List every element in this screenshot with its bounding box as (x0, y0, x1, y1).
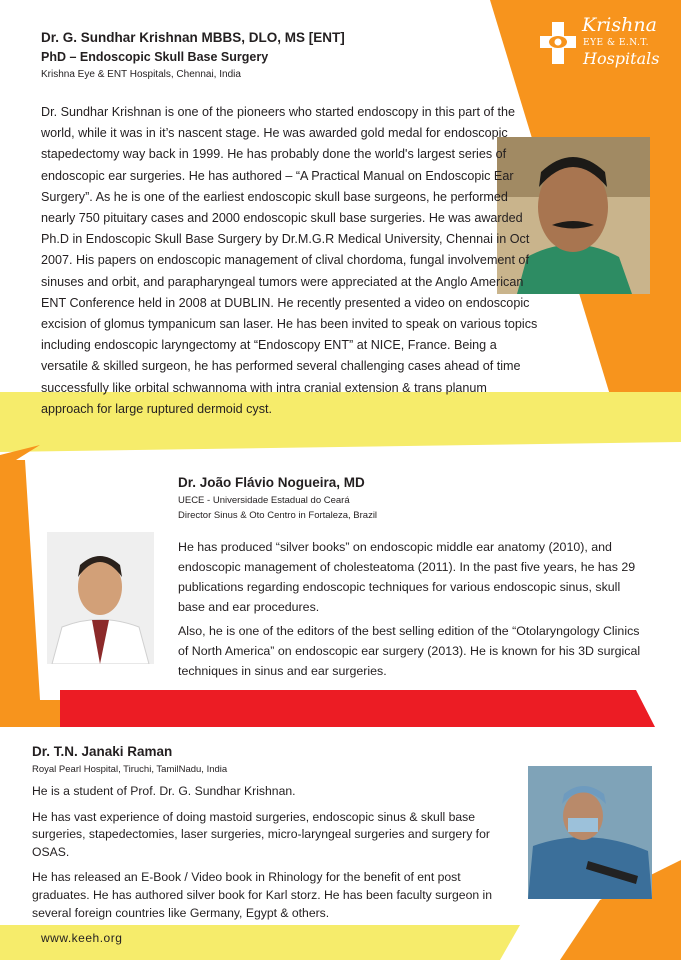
doctor3-para3: He has released an E-Book / Video book in Rhinology for the benefit of ent post graduates. He has authored silver book for Karl storz. He has been faculty surgeon in several foreign countries like Germany, Egypt & others. (32, 870, 492, 920)
doctor2-para1: He has produced “silver books” on endoscopic middle ear anatomy (2010), and endoscopic management of cholesteatoma (2011). In the past five years, he has 29 publications regarding endoscopic techniques for various endoscopic sinus, skull base and ear procedures. (178, 540, 636, 614)
logo-line3: Hospitals (583, 49, 660, 68)
red-band (60, 690, 655, 727)
doctor2-affiliation2: Director Sinus & Oto Centro in Fortaleza, Brazil (178, 510, 378, 521)
doctor3-photo (528, 766, 652, 899)
cross-eye-icon (538, 20, 578, 68)
doctor3-para2: He has vast experience of doing mastoid surgeries, endoscopic sinus & skull base surgeries, stapedectomies, laser surgeries, micro-laryngeal surgeries and surgery for OSAS. (32, 809, 490, 859)
logo-line1: Krishna (582, 14, 657, 36)
doctor2-portrait (47, 532, 154, 664)
doctor2-bio (178, 537, 648, 681)
doctor1-header (41, 30, 481, 81)
doctor2-affiliation1: UECE - Universidade Estadual do Ceará (178, 495, 350, 506)
doctor3-bio (32, 783, 512, 930)
doctor3-header (32, 744, 432, 776)
doctor3-portrait (528, 766, 652, 899)
doctor3-affiliation: Royal Pearl Hospital, Tiruchi, TamilNadu, India (32, 764, 228, 775)
doctor1-bio: Dr. Sundhar Krishnan is one of the pioneers who started endoscopy in this part of the world, while it was in it’s nascent stage. He was awarded gold medal for endoscopic stapedectomy way back in 1999. He has probably done the world's largest series of endoscopic ear surgeries. He has authored – “A Practical Manual on Endoscopic Ear Surgery”. As he is one of the earliest endoscopic skull base surgeons, he performed nearly 750 pituitary cases and 2000 endoscopic skull base surgeries. He was awarded Ph.D in Endoscopic Skull Base Surgery by Dr.M.G.R Medical University, Chennai in Oct 2007. His papers on endoscopic management of clival chordoma, fungal involvement of sinuses and orbit, and parapharyngeal tumors were appreciated at the Anglo American ENT Conference held in 2008 at DUBLIN. He recently presented a video on endoscopic excision of glomus tympanicum san laser. He has been invited to speak on various topics including endoscopic laryngectomy at “Endoscopy ENT” at NICE, France. Being a versatile & skilled surgeon, he has performed several challenging cases ahead of time successfully like orbital schwannoma with intra cranial extension & trans planum approach for large ruptured dermoid cyst. (41, 105, 538, 416)
orange-band-left-bottom (0, 700, 60, 727)
doctor3-name: Dr. T.N. Janaki Raman (32, 744, 173, 759)
footer-url[interactable]: www.keeh.org (41, 931, 123, 945)
doctor1-name: Dr. G. Sundhar Krishnan MBBS, DLO, MS [ENT] (41, 30, 345, 45)
doctor1-affiliation: Krishna Eye & ENT Hospitals, Chennai, India (41, 69, 241, 80)
doctor1-title: PhD – Endoscopic Skull Base Surgery (41, 50, 269, 64)
logo-line2: EYE & E.N.T. (583, 38, 649, 48)
doctor2-para2: Also, he is one of the editors of the best selling edition of the “Otolaryngology Clinics of North America” on endoscopic ear surgery (2013). He is known for his 3D surgical techniques in sinus and ear surgeries. (178, 624, 641, 678)
doctor2-name: Dr. João Flávio Nogueira, MD (178, 475, 365, 490)
doctor2-header (178, 475, 598, 522)
hospital-logo (538, 14, 673, 74)
doctor2-photo (47, 532, 154, 664)
left-orange-band (0, 460, 40, 700)
doctor3-para1: He is a student of Prof. Dr. G. Sundhar Krishnan. (32, 784, 296, 798)
